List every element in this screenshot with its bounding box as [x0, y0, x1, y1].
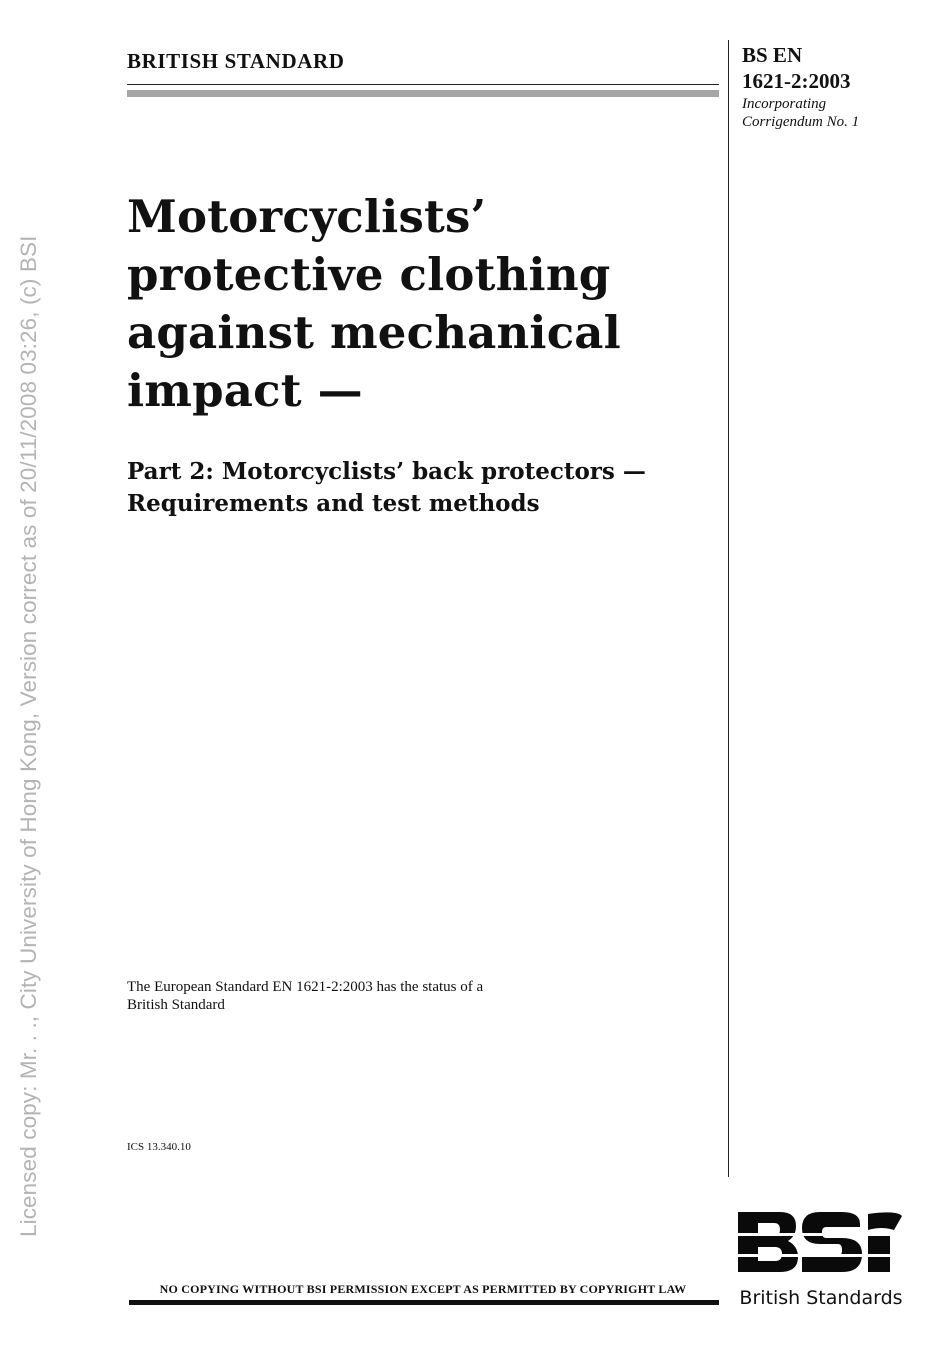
standard-number-line2: 1621-2:2003 — [742, 69, 851, 93]
title-line: impact — — [127, 364, 363, 417]
status-line: The European Standard EN 1621-2:2003 has the status of a — [127, 979, 484, 995]
document-type-label: BRITISH STANDARD — [127, 49, 345, 73]
status-line: British Standard — [127, 997, 225, 1013]
footer-rule — [129, 1300, 719, 1305]
standard-number-line1: BS EN — [742, 43, 803, 67]
subtitle-line: Requirements and test methods — [127, 490, 540, 517]
vertical-divider — [728, 40, 729, 1177]
corrigendum-line: Corrigendum No. 1 — [742, 114, 860, 130]
copyright-notice: NO COPYING WITHOUT BSI PERMISSION EXCEPT AS PERMITTED BY COPYRIGHT LAW — [159, 1282, 687, 1296]
part-subtitle — [127, 456, 727, 520]
logo-caption: British Standards — [739, 1287, 903, 1309]
main-title — [127, 188, 717, 420]
subtitle-line: Part 2: Motorcyclists’ back protectors — — [127, 458, 646, 485]
bsi-logo-icon — [736, 1210, 904, 1274]
header-rule-thick — [127, 90, 719, 97]
header-rule-thin — [127, 84, 719, 85]
title-line: protective clothing — [127, 248, 611, 301]
license-watermark: Licensed copy: Mr. . ., City University of Hong Kong, Version correct as of 20/11/2008 03:26, (c) BSI — [16, 235, 41, 1237]
ics-code: ICS 13.340.10 — [127, 1141, 191, 1153]
title-line: against mechanical — [127, 306, 621, 359]
corrigendum-note — [742, 95, 942, 131]
status-statement — [127, 978, 597, 1014]
incorporating-line: Incorporating — [742, 96, 827, 112]
title-line: Motorcyclists’ — [127, 190, 487, 243]
standard-number — [742, 42, 932, 94]
